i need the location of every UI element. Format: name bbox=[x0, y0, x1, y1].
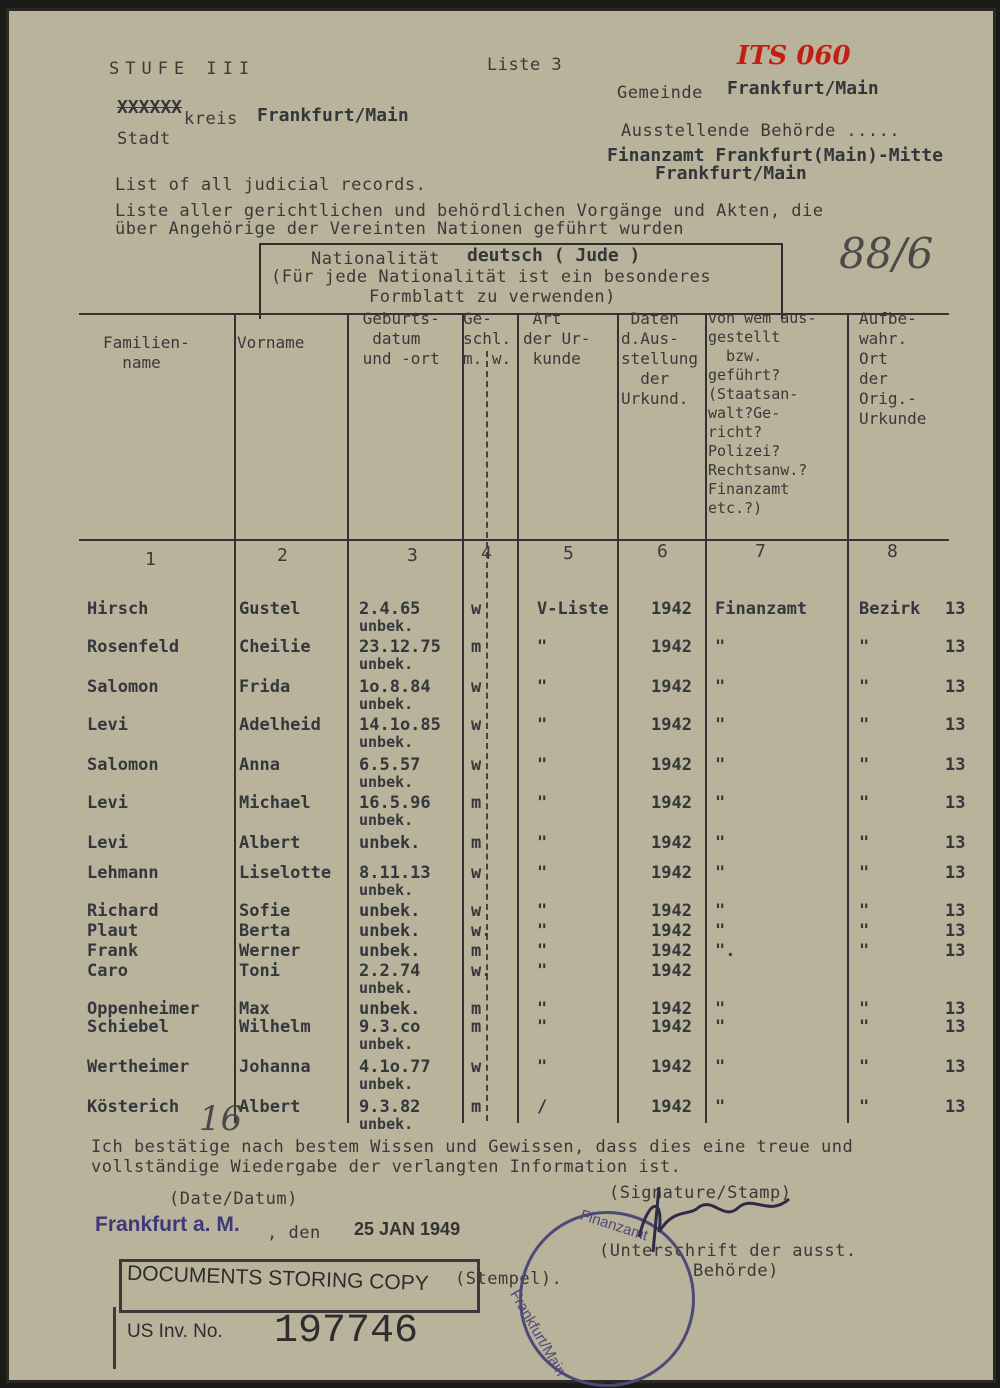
row-sex: m bbox=[471, 941, 482, 961]
kreis-value: Frankfurt/Main bbox=[257, 105, 409, 126]
title-de-2: über Angehörige der Vereinten Nationen geführt wurden bbox=[115, 219, 684, 239]
col-number-7: 7 bbox=[755, 541, 766, 562]
place-stamp: Frankfurt a. M. bbox=[95, 1213, 240, 1236]
row-birth-date: 1o.8.84 bbox=[359, 677, 431, 697]
row-district-number: 13 bbox=[945, 1097, 966, 1117]
row-birth-place: unbek. bbox=[359, 1115, 414, 1133]
row-birth-place: unbek. bbox=[359, 881, 414, 899]
row-family-name: Salomon bbox=[87, 755, 159, 775]
row-record-date: 1942 bbox=[651, 863, 692, 883]
row-record-type: V-Liste bbox=[537, 599, 609, 619]
stadt-label: Stadt bbox=[117, 129, 171, 149]
row-sex: w. bbox=[471, 921, 492, 941]
row-record-type: " bbox=[537, 793, 548, 813]
gemeinde-value: Frankfurt/Main bbox=[727, 78, 879, 99]
row-birth-place: unbek. bbox=[359, 617, 414, 635]
sex-divider bbox=[486, 351, 488, 1121]
signature-scribble bbox=[629, 1177, 799, 1257]
row-birth-date: 23.12.75 bbox=[359, 637, 441, 657]
row-district-number: 13 bbox=[945, 793, 966, 813]
row-family-name: Oppenheimer bbox=[87, 999, 200, 1019]
table-top-rule bbox=[79, 313, 949, 315]
round-stamp-text-2: Frankfurt/Main bbox=[506, 1287, 570, 1380]
row-first-name: Wilhelm bbox=[239, 1017, 311, 1037]
row-district-number: 13 bbox=[945, 599, 966, 619]
row-storage-place: " bbox=[859, 715, 870, 735]
row-record-date: 1942 bbox=[651, 999, 692, 1019]
row-family-name: Richard bbox=[87, 901, 159, 921]
unterschrift-line-2: Behörde) bbox=[693, 1261, 779, 1281]
row-birth-place: unbek. bbox=[359, 733, 414, 751]
row-family-name: Hirsch bbox=[87, 599, 149, 619]
row-sex: m bbox=[471, 1017, 482, 1037]
row-first-name: Frida bbox=[239, 677, 291, 697]
row-record-date: 1942 bbox=[651, 755, 692, 775]
kreis-struck: XXXXXX bbox=[117, 97, 183, 118]
den-label: , den bbox=[267, 1223, 321, 1243]
title-en: List of all judicial records. bbox=[115, 175, 427, 195]
row-storage-place: " bbox=[859, 901, 870, 921]
round-stamp-text-1: Finanzamt bbox=[578, 1206, 650, 1245]
pencil-note: 88/6 bbox=[839, 229, 934, 278]
row-birth-date: 6.5.57 bbox=[359, 755, 421, 775]
row-record-date: 1942 bbox=[651, 677, 692, 697]
col-number-4: 4 bbox=[481, 543, 492, 564]
inv-label: US Inv. No. bbox=[127, 1321, 223, 1342]
col-divider-3 bbox=[462, 313, 464, 1123]
documents-stamp-text: DOCUMENTS STORING COPY bbox=[126, 1261, 430, 1296]
kreis-label: kreis bbox=[184, 109, 238, 129]
row-issued-by: " bbox=[715, 1057, 726, 1077]
row-issued-by: " bbox=[715, 755, 726, 775]
row-birth-date: 16.5.96 bbox=[359, 793, 431, 813]
date-label: (Date/Datum) bbox=[169, 1189, 298, 1209]
gemeinde-label: Gemeinde bbox=[617, 83, 703, 103]
row-record-type: " bbox=[537, 833, 548, 853]
row-storage-place: " bbox=[859, 677, 870, 697]
behoerde-line1: Finanzamt Frankfurt(Main)-Mitte bbox=[607, 145, 943, 166]
row-district-number: 13 bbox=[945, 755, 966, 775]
row-record-type: " bbox=[537, 715, 548, 735]
date-value: 25 JAN 1949 bbox=[354, 1219, 461, 1239]
row-sex: w bbox=[471, 599, 482, 619]
row-family-name: Rosenfeld bbox=[87, 637, 180, 657]
row-district-number: 13 bbox=[945, 863, 966, 883]
row-storage-place: " bbox=[859, 1017, 870, 1037]
row-first-name: Liselotte bbox=[239, 863, 332, 883]
row-record-type: / bbox=[537, 1097, 548, 1117]
row-storage-place: " bbox=[859, 637, 870, 657]
row-sex: w bbox=[471, 1057, 482, 1077]
stempel-label: (Stempel). bbox=[455, 1269, 563, 1289]
row-district-number: 13 bbox=[945, 941, 966, 961]
row-storage-place: " bbox=[859, 755, 870, 775]
row-family-name: Levi bbox=[87, 715, 128, 735]
row-record-type: " bbox=[537, 941, 548, 961]
row-first-name: Toni bbox=[239, 961, 280, 981]
col-divider-4 bbox=[517, 313, 519, 1123]
row-family-name: Plaut bbox=[87, 921, 139, 941]
row-first-name: Gustel bbox=[239, 599, 301, 619]
signature-label: (Signature/Stamp) bbox=[609, 1183, 792, 1203]
row-birth-date: unbek. bbox=[359, 833, 421, 853]
row-storage-place: " bbox=[859, 833, 870, 853]
row-birth-date: unbek. bbox=[359, 941, 421, 961]
row-birth-place: unbek. bbox=[359, 655, 414, 673]
row-record-date: 1942 bbox=[651, 1057, 692, 1077]
row-sex: m bbox=[471, 793, 482, 813]
row-record-type: " bbox=[537, 961, 548, 981]
row-record-date: 1942 bbox=[651, 921, 692, 941]
unterschrift-line-1: (Unterschrift der ausst. bbox=[599, 1241, 857, 1261]
row-issued-by: " bbox=[715, 1097, 726, 1117]
row-issued-by: " bbox=[715, 637, 726, 657]
row-issued-by: " bbox=[715, 715, 726, 735]
row-sex: w bbox=[471, 677, 482, 697]
row-birth-date: 2.4.65 bbox=[359, 599, 421, 619]
row-record-date: 1942 bbox=[651, 901, 692, 921]
row-family-name: Frank bbox=[87, 941, 139, 961]
row-district-number: 13 bbox=[945, 637, 966, 657]
col-divider-7 bbox=[847, 313, 849, 1123]
row-storage-place: " bbox=[859, 793, 870, 813]
col-number-8: 8 bbox=[887, 541, 898, 562]
stufe-label: STUFE III bbox=[109, 59, 256, 79]
row-first-name: Cheilie bbox=[239, 637, 311, 657]
row-issued-by: " bbox=[715, 863, 726, 883]
row-issued-by: " bbox=[715, 901, 726, 921]
row-birth-date: 2.2.74 bbox=[359, 961, 421, 981]
row-first-name: Michael bbox=[239, 793, 311, 813]
col-header-5: Art der Ur- kunde bbox=[523, 309, 591, 368]
row-birth-place: unbek. bbox=[359, 695, 414, 713]
row-birth-date: 8.11.13 bbox=[359, 863, 431, 883]
row-family-name: Lehmann bbox=[87, 863, 159, 883]
row-record-date: 1942 bbox=[651, 637, 692, 657]
row-sex: w bbox=[471, 901, 482, 921]
col-header-7: von wem aus- gestellt bzw. geführt? (Staatsan- walt?Ge- richt? Polizei? Rechtsanw.? Finanzamt etc.?) bbox=[708, 309, 817, 517]
row-issued-by: " bbox=[715, 999, 726, 1019]
row-first-name: Albert bbox=[239, 833, 301, 853]
row-record-date: 1942 bbox=[651, 833, 692, 853]
col-divider-2 bbox=[347, 313, 349, 1123]
col-header-1: Familien- name bbox=[103, 333, 190, 372]
row-family-name: Kösterich bbox=[87, 1097, 180, 1117]
row-record-type: " bbox=[537, 921, 548, 941]
col-number-2: 2 bbox=[277, 545, 288, 566]
row-record-date: 1942 bbox=[651, 1097, 692, 1117]
row-sex: w bbox=[471, 863, 482, 883]
its-stamp: ITS 060 bbox=[737, 41, 851, 71]
col-number-6: 6 bbox=[657, 541, 668, 562]
row-record-type: " bbox=[537, 1017, 548, 1037]
nationality-value: deutsch ( Jude ) bbox=[467, 245, 641, 266]
inv-stamp-edge bbox=[113, 1307, 116, 1369]
inv-number: 197746 bbox=[274, 1309, 419, 1354]
row-record-type: " bbox=[537, 637, 548, 657]
row-issued-by: " bbox=[715, 921, 726, 941]
row-birth-date: 14.1o.85 bbox=[359, 715, 441, 735]
nationality-note-2: Formblatt zu verwenden) bbox=[369, 287, 616, 307]
row-record-date: 1942 bbox=[651, 961, 692, 981]
nationality-note-1: (Für jede Nationalität ist ein besonderes bbox=[271, 267, 712, 287]
row-record-type: " bbox=[537, 755, 548, 775]
row-family-name: Levi bbox=[87, 793, 128, 813]
row-birth-place: unbek. bbox=[359, 979, 414, 997]
row-family-name: Salomon bbox=[87, 677, 159, 697]
row-district-number: 13 bbox=[945, 921, 966, 941]
row-birth-place: unbek. bbox=[359, 811, 414, 829]
row-family-name: Caro bbox=[87, 961, 128, 981]
col-divider-1 bbox=[234, 313, 236, 1123]
col-divider-5 bbox=[617, 313, 619, 1123]
row-birth-date: 9.3.co bbox=[359, 1017, 421, 1037]
row-sex: w bbox=[471, 755, 482, 775]
row-storage-place: Bezirk bbox=[859, 599, 921, 619]
row-record-type: " bbox=[537, 1057, 548, 1077]
row-issued-by: Finanzamt bbox=[715, 599, 808, 619]
row-first-name: Adelheid bbox=[239, 715, 321, 735]
row-birth-place: unbek. bbox=[359, 773, 414, 791]
row-first-name: Sofie bbox=[239, 901, 291, 921]
row-issued-by: " bbox=[715, 833, 726, 853]
row-district-number: 13 bbox=[945, 1017, 966, 1037]
row-storage-place: " bbox=[859, 941, 870, 961]
row-sex: m bbox=[471, 1097, 482, 1117]
row-record-date: 1942 bbox=[651, 599, 692, 619]
row-record-date: 1942 bbox=[651, 1017, 692, 1037]
row-district-number: 13 bbox=[945, 999, 966, 1019]
confirmation-line-1: Ich bestätige nach bestem Wissen und Gewissen, dass dies eine treue und bbox=[91, 1137, 854, 1157]
row-birth-place: unbek. bbox=[359, 1035, 414, 1053]
row-district-number: 13 bbox=[945, 833, 966, 853]
row-record-type: " bbox=[537, 901, 548, 921]
row-first-name: Anna bbox=[239, 755, 280, 775]
row-family-name: Levi bbox=[87, 833, 128, 853]
row-district-number: 13 bbox=[945, 677, 966, 697]
col-header-6: Daten d.Aus- stellung der Urkund. bbox=[621, 309, 699, 408]
document-page bbox=[6, 8, 996, 1383]
row-record-date: 1942 bbox=[651, 715, 692, 735]
row-first-name: Werner bbox=[239, 941, 301, 961]
row-first-name: Albert bbox=[239, 1097, 301, 1117]
row-record-date: 1942 bbox=[651, 941, 692, 961]
row-birth-date: 9.3.82 bbox=[359, 1097, 421, 1117]
row-district-number: 13 bbox=[945, 715, 966, 735]
row-storage-place: " bbox=[859, 1097, 870, 1117]
row-storage-place: " bbox=[859, 921, 870, 941]
row-birth-date: unbek. bbox=[359, 999, 421, 1019]
row-issued-by: " bbox=[715, 793, 726, 813]
table-header-rule bbox=[79, 539, 949, 541]
behoerde-line2: Frankfurt/Main bbox=[655, 163, 807, 184]
row-issued-by: ". bbox=[715, 941, 736, 961]
row-record-type: " bbox=[537, 999, 548, 1019]
liste-label: Liste 3 bbox=[487, 55, 563, 75]
col-number-3: 3 bbox=[407, 545, 418, 566]
row-district-number: 13 bbox=[945, 901, 966, 921]
title-de-1: Liste aller gerichtlichen und behördlichen Vorgänge und Akten, die bbox=[115, 201, 824, 221]
row-record-type: " bbox=[537, 677, 548, 697]
row-sex: m bbox=[471, 833, 482, 853]
row-issued-by: " bbox=[715, 677, 726, 697]
col-header-4: Ge- schl. m. w. bbox=[463, 309, 512, 368]
row-birth-place: unbek. bbox=[359, 1075, 414, 1093]
row-district-number: 13 bbox=[945, 1057, 966, 1077]
row-first-name: Max bbox=[239, 999, 270, 1019]
row-storage-place: " bbox=[859, 863, 870, 883]
row-storage-place: " bbox=[859, 1057, 870, 1077]
row-record-date: 1942 bbox=[651, 793, 692, 813]
row-first-name: Johanna bbox=[239, 1057, 311, 1077]
row-family-name: Schiebel bbox=[87, 1017, 169, 1037]
confirmation-line-2: vollständige Wiedergabe der verlangten Information ist. bbox=[91, 1157, 682, 1177]
row-family-name: Wertheimer bbox=[87, 1057, 190, 1077]
row-sex: w bbox=[471, 715, 482, 735]
col-number-5: 5 bbox=[563, 543, 574, 564]
col-divider-6 bbox=[705, 313, 707, 1123]
row-birth-date: 4.1o.77 bbox=[359, 1057, 431, 1077]
row-sex: w. bbox=[471, 961, 492, 981]
col-header-8: Aufbe- wahr. Ort der Orig.- Urkunde bbox=[859, 309, 927, 428]
row-record-type: " bbox=[537, 863, 548, 883]
row-storage-place: " bbox=[859, 999, 870, 1019]
row-first-name: Berta bbox=[239, 921, 291, 941]
row-sex: m bbox=[471, 999, 482, 1019]
nationality-label: Nationalität bbox=[311, 249, 440, 269]
row-birth-date: unbek. bbox=[359, 921, 421, 941]
row-birth-date: unbek. bbox=[359, 901, 421, 921]
col-header-3: Geburts- datum und -ort bbox=[362, 309, 440, 368]
ausstellende-label: Ausstellende Behörde ..... bbox=[621, 121, 901, 141]
col-header-2: Vorname bbox=[237, 333, 305, 352]
col-number-1: 1 bbox=[145, 549, 156, 570]
row-issued-by: " bbox=[715, 1017, 726, 1037]
row-sex: m bbox=[471, 637, 482, 657]
pencil-16: 16 bbox=[199, 1099, 243, 1139]
